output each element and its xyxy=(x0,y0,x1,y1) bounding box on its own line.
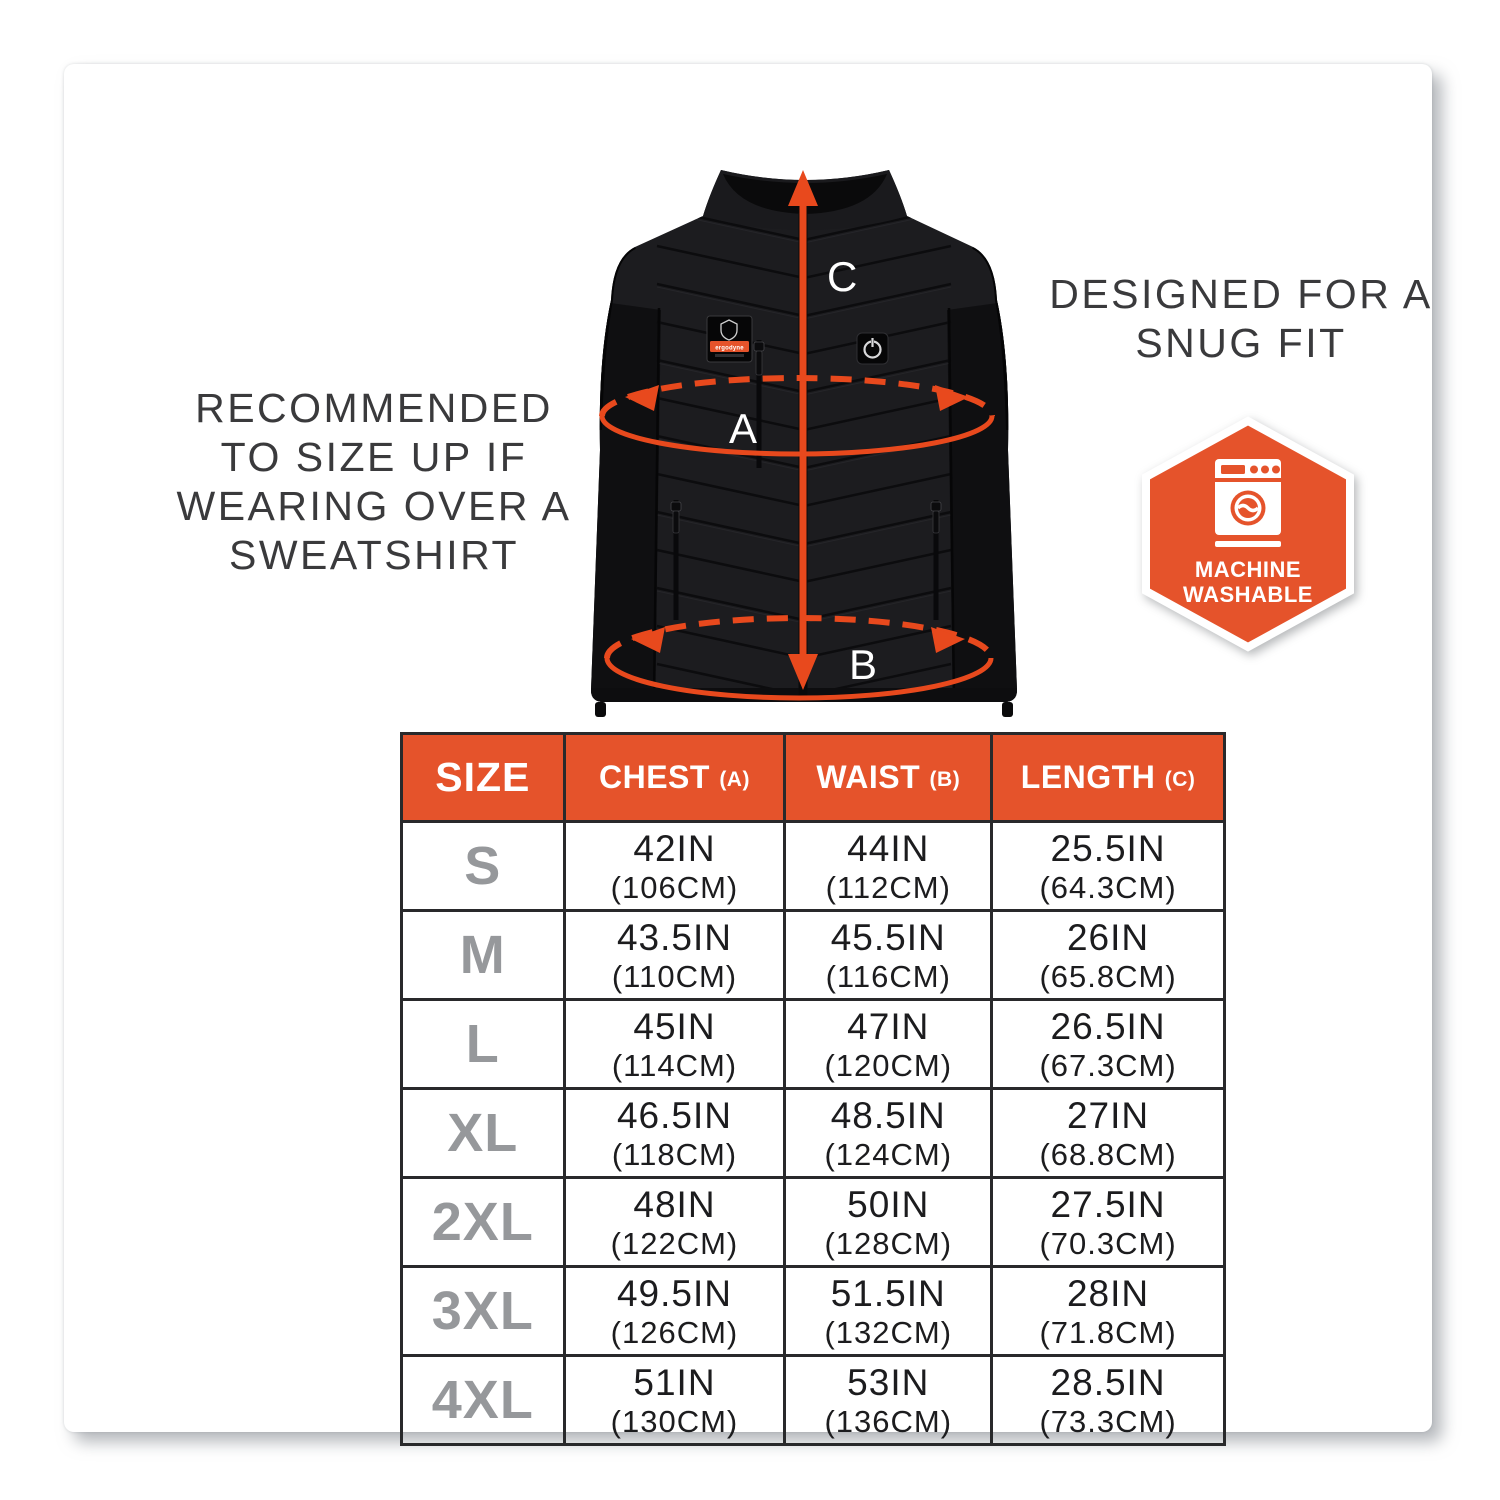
header-size: SIZE xyxy=(402,734,565,822)
chest-in: 46.5IN xyxy=(616,1094,732,1136)
size-up-note xyxy=(164,384,584,580)
waist-in: 48.5IN xyxy=(830,1094,946,1136)
chest-cell xyxy=(564,911,785,1000)
header-chest-label: CHEST xyxy=(598,759,710,795)
chest-in: 45IN xyxy=(633,1005,716,1047)
waist-cm: (120CM) xyxy=(824,1047,953,1083)
waist-cell xyxy=(785,911,992,1000)
size-label: 4XL xyxy=(402,1356,565,1445)
waist-cell xyxy=(785,1089,992,1178)
length-in: 28.5IN xyxy=(1050,1361,1166,1403)
chest-cm: (118CM) xyxy=(611,1136,738,1172)
waist-in: 44IN xyxy=(847,827,930,869)
length-cm: (73.3CM) xyxy=(1039,1403,1177,1439)
size-table xyxy=(400,732,1226,1446)
length-cm: (67.3CM) xyxy=(1039,1047,1177,1083)
waist-in: 47IN xyxy=(847,1005,930,1047)
table-row xyxy=(402,1000,1225,1089)
length-cm: (64.3CM) xyxy=(1039,869,1177,905)
table-row xyxy=(402,1356,1225,1445)
length-cell xyxy=(992,911,1225,1000)
header-length xyxy=(992,734,1225,822)
length-in: 28IN xyxy=(1066,1272,1150,1314)
brand-patch xyxy=(707,316,752,362)
power-button-icon xyxy=(857,333,888,364)
chest-in: 48IN xyxy=(633,1183,716,1225)
note-line: WEARING OVER A xyxy=(176,483,572,529)
table-header-row xyxy=(402,734,1225,822)
chest-cell xyxy=(564,1178,785,1267)
header-waist-sub: (B) xyxy=(929,768,961,791)
table-row xyxy=(402,822,1225,911)
length-cell xyxy=(992,1267,1225,1356)
chest-in: 51IN xyxy=(633,1361,716,1403)
waist-cm: (132CM) xyxy=(824,1314,953,1350)
waist-in: 45.5IN xyxy=(830,916,946,958)
chest-cm: (106CM) xyxy=(610,869,739,905)
length-cm: (70.3CM) xyxy=(1039,1225,1177,1261)
vest-measurement-diagram xyxy=(569,150,1039,725)
chest-cm: (126CM) xyxy=(610,1314,739,1350)
waist-in: 51.5IN xyxy=(830,1272,946,1314)
table-row xyxy=(402,1267,1225,1356)
chest-cell xyxy=(564,1089,785,1178)
chest-in: 49.5IN xyxy=(616,1272,732,1314)
header-chest-sub: (A) xyxy=(719,768,750,791)
waist-label-b: B xyxy=(849,641,878,688)
header-chest xyxy=(564,734,785,822)
chest-cm: (122CM) xyxy=(610,1225,739,1261)
length-in: 27.5IN xyxy=(1050,1183,1166,1225)
machine-washable-badge-svg xyxy=(1134,414,1362,660)
length-cm: (71.8CM) xyxy=(1039,1314,1177,1350)
length-cell xyxy=(992,1000,1225,1089)
size-label: 3XL xyxy=(402,1267,565,1356)
badge-line2: WASHABLE xyxy=(1183,582,1313,607)
length-in: 26IN xyxy=(1066,916,1150,958)
table-row xyxy=(402,1089,1225,1178)
drawcord-toggle-left xyxy=(595,702,606,717)
note-line: DESIGNED FOR A xyxy=(1049,271,1433,317)
note-line: TO SIZE UP IF xyxy=(220,434,528,480)
chest-cell xyxy=(564,1000,785,1089)
header-waist xyxy=(785,734,992,822)
size-label: 2XL xyxy=(402,1178,565,1267)
length-in: 27IN xyxy=(1066,1094,1150,1136)
waist-cm: (124CM) xyxy=(824,1136,953,1172)
waist-cm: (136CM) xyxy=(824,1403,953,1439)
chest-cm: (114CM) xyxy=(611,1047,738,1083)
machine-washable-badge xyxy=(1134,414,1362,660)
waist-in: 50IN xyxy=(847,1183,930,1225)
drawcord-toggle-right xyxy=(1002,702,1013,717)
brand-patch-label: ergodyne xyxy=(715,345,744,352)
vest-image xyxy=(569,150,1039,725)
chest-cm: (130CM) xyxy=(610,1403,739,1439)
size-label: M xyxy=(402,911,565,1000)
length-in: 25.5IN xyxy=(1050,827,1166,869)
waist-cm: (112CM) xyxy=(825,869,951,905)
header-waist-label: WAIST xyxy=(816,759,921,795)
infographic-card xyxy=(64,64,1433,1439)
note-line: SWEATSHIRT xyxy=(229,532,519,578)
header-length-label: LENGTH xyxy=(1020,759,1156,795)
chest-in: 42IN xyxy=(633,827,716,869)
badge-line1: MACHINE xyxy=(1194,557,1302,582)
size-label: XL xyxy=(402,1089,565,1178)
length-cell xyxy=(992,1356,1225,1445)
table-row xyxy=(402,1178,1225,1267)
chest-cell xyxy=(564,822,785,911)
chest-cell xyxy=(564,1356,785,1445)
note-line: RECOMMENDED xyxy=(195,385,553,431)
size-label: S xyxy=(402,822,565,911)
waist-cm: (128CM) xyxy=(824,1225,953,1261)
waist-cell xyxy=(785,1178,992,1267)
snug-fit-note xyxy=(1036,270,1446,368)
length-cm: (65.8CM) xyxy=(1039,958,1177,994)
length-label-c: C xyxy=(827,253,858,300)
length-cell xyxy=(992,822,1225,911)
length-in: 26.5IN xyxy=(1050,1005,1166,1047)
length-cell xyxy=(992,1089,1225,1178)
chest-in: 43.5IN xyxy=(616,916,732,958)
size-label: L xyxy=(402,1000,565,1089)
washing-machine-icon xyxy=(1215,459,1281,547)
header-length-sub: (C) xyxy=(1164,768,1196,791)
waist-cell xyxy=(785,822,992,911)
waist-in: 53IN xyxy=(847,1361,930,1403)
table-row xyxy=(402,911,1225,1000)
waist-cm: (116CM) xyxy=(825,958,951,994)
length-cm: (68.8CM) xyxy=(1039,1136,1177,1172)
chest-cell xyxy=(564,1267,785,1356)
waist-cell xyxy=(785,1356,992,1445)
length-cell xyxy=(992,1178,1225,1267)
note-line: SNUG FIT xyxy=(1135,320,1347,366)
waist-cell xyxy=(785,1267,992,1356)
waist-cell xyxy=(785,1000,992,1089)
chest-label-a: A xyxy=(729,405,758,452)
chest-cm: (110CM) xyxy=(611,958,738,994)
